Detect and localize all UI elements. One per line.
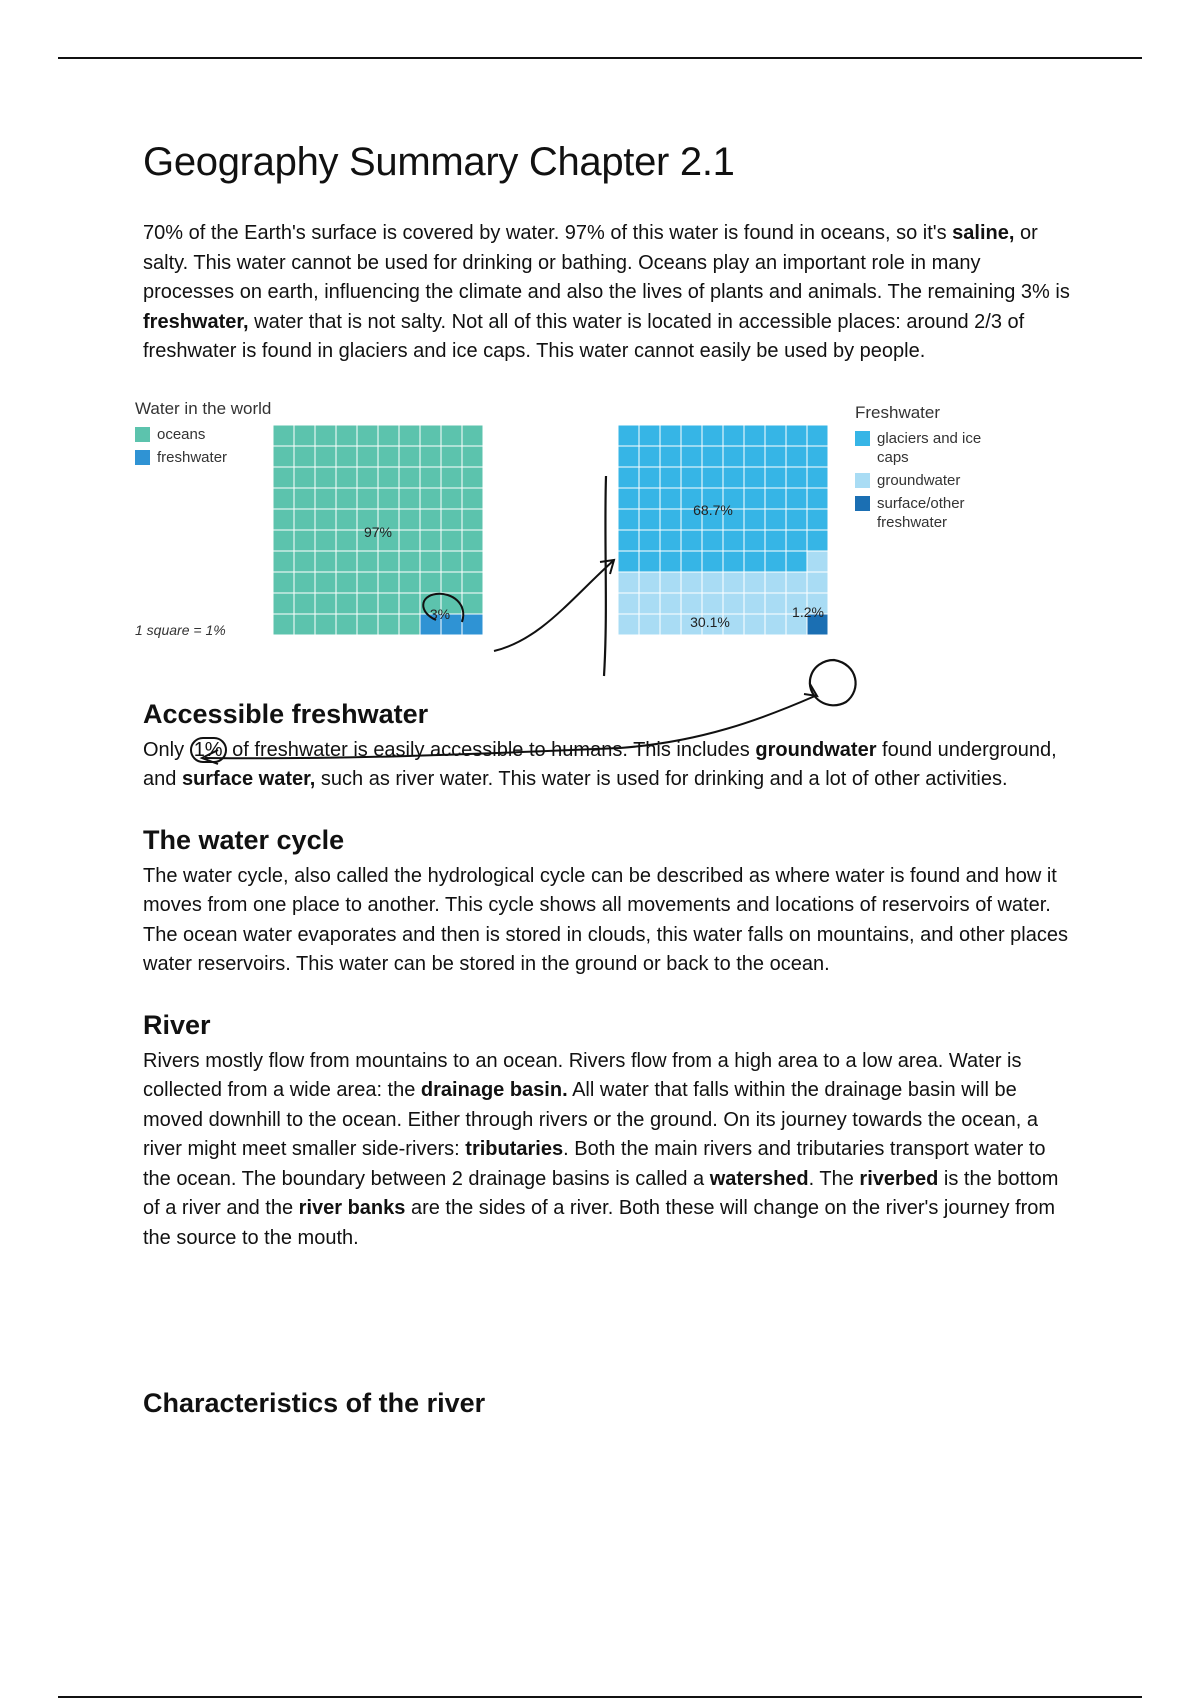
glacier-square: [618, 509, 639, 530]
glacier-square: [765, 446, 786, 467]
ocean-square: [399, 551, 420, 572]
bold-term: river banks: [298, 1197, 406, 1219]
freshwater-chart-title: Freshwater: [855, 402, 941, 422]
glacier-square: [618, 530, 639, 551]
section-heading: River: [143, 1009, 211, 1040]
ocean-square: [441, 488, 462, 509]
glacier-square: [786, 446, 807, 467]
glacier-square: [639, 425, 660, 446]
glacier-square: [702, 551, 723, 572]
glacier-square: [723, 425, 744, 446]
legend-glaciers: [855, 429, 987, 467]
bottom-rule: [58, 1696, 1142, 1698]
glacier-square: [723, 467, 744, 488]
bold-term: tributaries: [465, 1138, 564, 1160]
glacier-square: [660, 425, 681, 446]
ocean-square: [462, 551, 483, 572]
glacier-square: [744, 530, 765, 551]
ocean-square: [294, 572, 315, 593]
ocean-square: [336, 614, 357, 635]
glacier-square: [639, 446, 660, 467]
ocean-square: [294, 509, 315, 530]
ocean-square: [462, 467, 483, 488]
glacier-square: [786, 509, 807, 530]
groundwater-square: [702, 572, 723, 593]
ocean-square: [315, 467, 336, 488]
ocean-square: [294, 446, 315, 467]
glacier-square: [765, 488, 786, 509]
section-paragraph: Only 1% of freshwater is easily accessible to humans. This includes groundwater found underground, and surface water, such as river water. This water is used for drinking and a lot of other activities.: [143, 738, 1057, 790]
groundwater-square: [681, 572, 702, 593]
ocean-square: [336, 425, 357, 446]
groundwater-square: [639, 572, 660, 593]
ocean-square: [441, 551, 462, 572]
legend-freshwater: [135, 448, 227, 467]
ocean-square: [273, 614, 294, 635]
ocean-square: [441, 572, 462, 593]
ocean-square: [336, 530, 357, 551]
groundwater-square: [807, 551, 828, 572]
glacier-square: [786, 488, 807, 509]
ocean-square: [336, 488, 357, 509]
glacier-square: [660, 530, 681, 551]
ocean-square: [420, 488, 441, 509]
glacier-square: [723, 530, 744, 551]
legend-swatch-glaciers: [855, 431, 870, 446]
glacier-square: [660, 467, 681, 488]
ocean-square: [399, 614, 420, 635]
ocean-square: [420, 530, 441, 551]
glacier-square: [807, 530, 828, 551]
ocean-square: [420, 425, 441, 446]
glacier-square: [681, 446, 702, 467]
ocean-square: [399, 509, 420, 530]
ocean-square: [273, 488, 294, 509]
groundwater-square: [639, 614, 660, 635]
glacier-square: [786, 425, 807, 446]
glacier-square: [639, 551, 660, 572]
ocean-square: [315, 593, 336, 614]
glacier-square: [639, 530, 660, 551]
bold-term: riverbed: [859, 1167, 939, 1190]
ocean-square: [420, 446, 441, 467]
ocean-square: [273, 425, 294, 446]
ocean-square: [273, 446, 294, 467]
ocean-square: [441, 509, 462, 530]
legend-swatch-groundwater: [855, 473, 870, 488]
glacier-square: [639, 467, 660, 488]
section-paragraph: Rivers mostly flow from mountains to an ocean. Rivers flow from a high area to a low area. Water is collected from a wide area: the drainage basin. All water that falls within the drainage basin will be moved downhill to the ocean. Either through rivers or the ground. On its journey towards the ocean, a river might meet smaller side-rivers: tributaries. Both the main rivers and tributaries transport water to the ocean. The boundary between 2 drainage basins is called a watershed. The riverbed is the bottom of a river and the river banks are the sides of a river. Both these will change on the river's journey from the source to the mouth.: [143, 1049, 1059, 1249]
glacier-square: [723, 551, 744, 572]
groundwater-square: [618, 572, 639, 593]
ocean-square: [441, 467, 462, 488]
legend-groundwater: [855, 471, 987, 490]
glacier-square: [744, 509, 765, 530]
ocean-square: [357, 593, 378, 614]
groundwater-square: [744, 593, 765, 614]
legend-oceans: [135, 425, 227, 444]
ocean-square: [462, 488, 483, 509]
section-heading-characteristics: Characteristics of the river: [143, 1388, 486, 1418]
ocean-square: [357, 446, 378, 467]
ocean-square: [294, 488, 315, 509]
glacier-square: [618, 446, 639, 467]
glacier-square: [702, 425, 723, 446]
ocean-square: [378, 488, 399, 509]
document-body: [135, 140, 1073, 1425]
ocean-square: [378, 572, 399, 593]
ocean-square: [378, 446, 399, 467]
legend-label-glaciers: glaciers and ice caps: [877, 429, 982, 466]
glacier-percent-label: 68.7%: [693, 501, 733, 518]
ocean-square: [315, 425, 336, 446]
section-accessible-freshwater: [143, 699, 1073, 795]
glacier-square: [702, 530, 723, 551]
section-heading: The water cycle: [143, 824, 345, 855]
glacier-square: [786, 467, 807, 488]
world-legend: [135, 425, 227, 471]
ocean-square: [273, 509, 294, 530]
ocean-square: [462, 425, 483, 446]
world-chart-title: Water in the world: [135, 398, 272, 418]
water-distribution-figure: [133, 395, 1013, 685]
glacier-square: [807, 488, 828, 509]
glacier-square: [639, 488, 660, 509]
ocean-square: [294, 425, 315, 446]
glacier-square: [702, 467, 723, 488]
bold-term: saline,: [952, 222, 1015, 244]
ocean-square: [315, 509, 336, 530]
glacier-square: [660, 551, 681, 572]
groundwater-square: [744, 614, 765, 635]
ocean-square: [294, 593, 315, 614]
glacier-square: [681, 425, 702, 446]
ocean-square: [420, 572, 441, 593]
glacier-square: [765, 509, 786, 530]
section-river: [143, 1010, 1073, 1254]
legend-surface: [855, 494, 987, 532]
ocean-square: [357, 467, 378, 488]
section-water-cycle: [143, 825, 1073, 980]
legend-label-groundwater: groundwater: [877, 471, 961, 489]
glacier-square: [660, 488, 681, 509]
ocean-square: [420, 509, 441, 530]
groundwater-square: [618, 593, 639, 614]
ocean-square: [273, 593, 294, 614]
section-paragraph: The water cycle, also called the hydrological cycle can be described as where water is found and how it moves from one place to another. This cycle shows all movements and locations of reservoirs of water. The ocean water evaporates and then is stored in clouds, this water falls on mountains, and other places water reservoirs. This water can be stored in the ground or back to the ocean.: [143, 864, 1068, 975]
groundwater-square: [765, 572, 786, 593]
top-rule: [58, 57, 1142, 59]
ocean-square: [315, 530, 336, 551]
glacier-square: [807, 446, 828, 467]
ocean-square: [441, 425, 462, 446]
glacier-square: [660, 509, 681, 530]
ocean-square: [462, 572, 483, 593]
section-heading: Accessible freshwater: [143, 698, 429, 729]
glacier-square: [744, 488, 765, 509]
groundwater-square: [618, 614, 639, 635]
groundwater-square: [786, 572, 807, 593]
groundwater-square: [702, 593, 723, 614]
ocean-square: [336, 572, 357, 593]
ocean-square: [273, 572, 294, 593]
freshwater-percent-label: 3%: [429, 605, 451, 622]
groundwater-square: [660, 593, 681, 614]
ocean-square: [462, 593, 483, 614]
glacier-square: [618, 488, 639, 509]
glacier-square: [723, 446, 744, 467]
ocean-square: [357, 488, 378, 509]
glacier-square: [681, 551, 702, 572]
surface-percent-label: 1.2%: [792, 603, 824, 620]
glacier-square: [681, 530, 702, 551]
page-title: Geography Summary Chapter 2.1: [143, 140, 735, 184]
legend-swatch-oceans: [135, 427, 150, 442]
glacier-square: [786, 530, 807, 551]
glacier-square: [765, 425, 786, 446]
glacier-square: [765, 551, 786, 572]
ocean-square: [273, 530, 294, 551]
ocean-square: [378, 593, 399, 614]
glacier-square: [702, 446, 723, 467]
ocean-square: [315, 446, 336, 467]
ocean-percent-label: 97%: [363, 523, 393, 540]
glacier-square: [807, 509, 828, 530]
ocean-square: [399, 572, 420, 593]
groundwater-square: [765, 614, 786, 635]
glacier-square: [807, 425, 828, 446]
groundwater-square: [723, 572, 744, 593]
ocean-square: [315, 551, 336, 572]
groundwater-square: [807, 572, 828, 593]
ocean-square: [420, 467, 441, 488]
glacier-square: [639, 509, 660, 530]
ocean-square: [399, 425, 420, 446]
ocean-square: [399, 488, 420, 509]
ocean-square: [336, 551, 357, 572]
ocean-square: [462, 509, 483, 530]
glacier-square: [681, 467, 702, 488]
ocean-square: [273, 551, 294, 572]
ocean-square: [294, 614, 315, 635]
glacier-square: [618, 467, 639, 488]
glacier-square: [807, 467, 828, 488]
glacier-square: [744, 446, 765, 467]
glacier-square: [765, 530, 786, 551]
glacier-square: [765, 467, 786, 488]
bold-term: freshwater,: [143, 310, 249, 333]
freshwater-square: [462, 614, 483, 635]
groundwater-square: [744, 572, 765, 593]
groundwater-square: [765, 593, 786, 614]
ocean-square: [336, 446, 357, 467]
ocean-square: [399, 446, 420, 467]
bold-term: drainage basin.: [420, 1079, 568, 1101]
ocean-square: [357, 551, 378, 572]
ocean-square: [462, 446, 483, 467]
freshwater-legend: [855, 429, 987, 536]
ocean-square: [336, 593, 357, 614]
bold-term: watershed: [709, 1167, 809, 1190]
groundwater-square: [681, 593, 702, 614]
ocean-square: [315, 572, 336, 593]
ocean-square: [294, 530, 315, 551]
legend-swatch-surface: [855, 496, 870, 511]
circled-percent: 1%: [190, 737, 227, 763]
groundwater-square: [639, 593, 660, 614]
glacier-square: [786, 551, 807, 572]
ocean-square: [273, 467, 294, 488]
glacier-square: [618, 551, 639, 572]
legend-label-oceans: oceans: [157, 425, 206, 443]
ocean-square: [336, 467, 357, 488]
glacier-square: [744, 425, 765, 446]
ocean-square: [378, 425, 399, 446]
ocean-square: [315, 488, 336, 509]
bold-term: groundwater: [755, 738, 877, 761]
ocean-square: [399, 467, 420, 488]
ocean-square: [420, 551, 441, 572]
legend-label-surface: surface/other freshwater: [877, 494, 965, 531]
glacier-square: [744, 467, 765, 488]
groundwater-square: [723, 593, 744, 614]
ocean-square: [315, 614, 336, 635]
ocean-square: [399, 530, 420, 551]
glacier-square: [744, 551, 765, 572]
bold-term: surface water,: [181, 768, 316, 790]
glacier-square: [660, 446, 681, 467]
ocean-square: [357, 572, 378, 593]
ocean-square: [378, 614, 399, 635]
legend-swatch-freshwater: [135, 450, 150, 465]
ocean-square: [462, 530, 483, 551]
ocean-square: [378, 467, 399, 488]
ocean-square: [294, 551, 315, 572]
spacer: [143, 1253, 1073, 1388]
scale-note: 1 square = 1%: [135, 621, 226, 638]
ocean-square: [294, 467, 315, 488]
ocean-square: [399, 593, 420, 614]
legend-label-freshwater: freshwater: [157, 448, 228, 466]
ocean-square: [357, 425, 378, 446]
ocean-square: [336, 509, 357, 530]
ocean-square: [378, 551, 399, 572]
groundwater-square: [660, 614, 681, 635]
ocean-square: [357, 614, 378, 635]
groundwater-percent-label: 30.1%: [690, 613, 730, 630]
ocean-square: [441, 446, 462, 467]
intro-paragraph: 70% of the Earth's surface is covered by water. 97% of this water is found in oceans, so it's saline, or salty. This water cannot be used for drinking or bathing. Oceans play an important role in many processes on earth, influencing the climate and also the lives of plants and animals. The remaining 3% is freshwater, water that is not salty. Not all of this water is located in accessible places: around 2/3 of freshwater is found in glaciers and ice caps. This water cannot easily be used by people.: [143, 222, 1070, 362]
glacier-square: [618, 425, 639, 446]
groundwater-square: [660, 572, 681, 593]
ocean-square: [441, 530, 462, 551]
